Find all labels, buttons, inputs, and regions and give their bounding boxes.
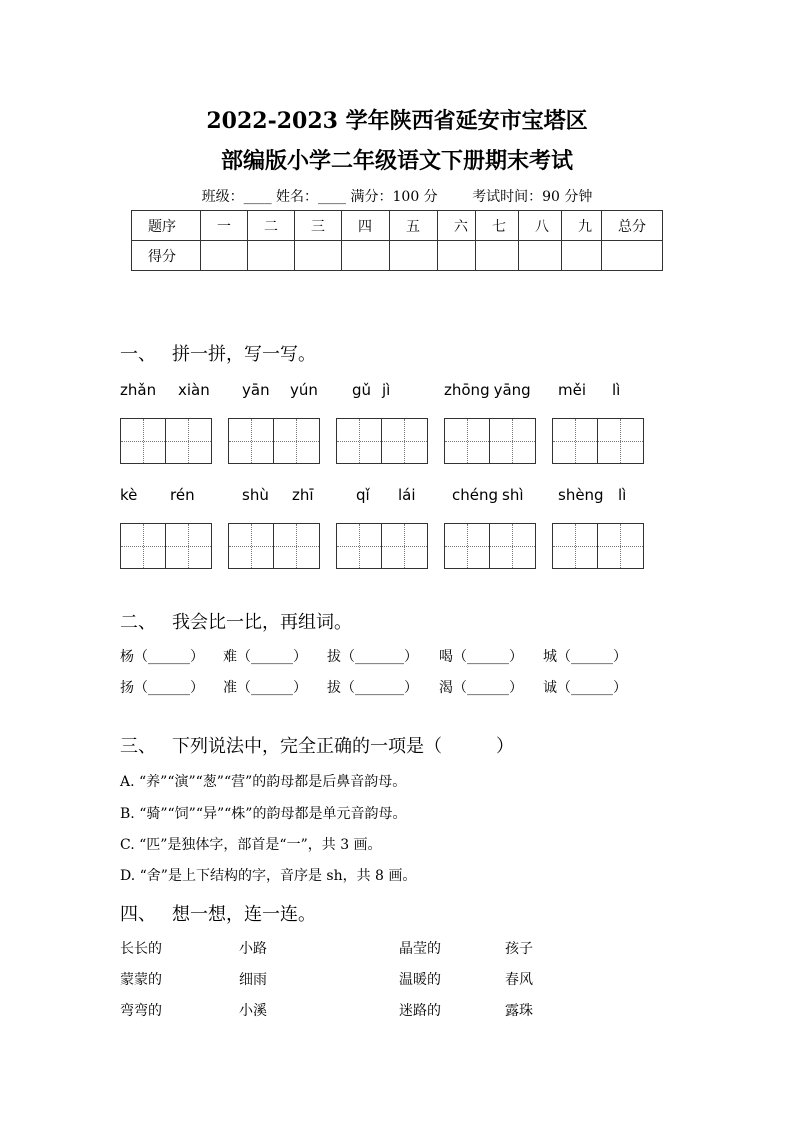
section-text: 我会比一比，再组词。: [172, 612, 352, 633]
pinyin-syllable: gǔ: [352, 381, 372, 399]
writing-grid[interactable]: [228, 418, 320, 464]
word-group-2[interactable]: 难（______）: [223, 649, 307, 665]
table-cell: 三: [295, 211, 342, 241]
word-group-1[interactable]: 杨（______）: [120, 649, 204, 665]
score-input-cell[interactable]: [295, 241, 342, 271]
writing-cell[interactable]: [598, 419, 643, 463]
match-word[interactable]: 晶莹的: [399, 941, 441, 957]
table-cell: 二: [248, 211, 295, 241]
writing-cell[interactable]: [337, 419, 382, 463]
pinyin-syllable: shèng: [558, 486, 604, 504]
match-word[interactable]: 迷路的: [399, 1003, 441, 1019]
guide-line: [143, 419, 144, 463]
word-group-4[interactable]: 喝（______）: [439, 649, 523, 665]
pinyin-pair: [444, 381, 531, 399]
choice-d[interactable]: D. “舍”是上下结构的字，音序是 sh，共 8 画。: [120, 868, 417, 884]
pinyin-syllable: xiàn: [178, 381, 210, 399]
guide-line: [188, 524, 189, 568]
guide-line: [296, 419, 297, 463]
guide-line: [575, 419, 576, 463]
pinyin-syllable: měi: [558, 381, 587, 399]
guide-line: [404, 524, 405, 568]
table-cell: 六: [438, 211, 476, 241]
match-word[interactable]: 长长的: [120, 941, 162, 957]
section-text: 想一想，连一连。: [172, 904, 316, 925]
title-line-2: 部编版小学二年级语文下册期末考试: [220, 148, 573, 174]
guide-line: [512, 524, 513, 568]
writing-cell[interactable]: [337, 524, 382, 568]
writing-grid[interactable]: [444, 523, 536, 569]
section-1-heading: [120, 340, 316, 366]
section-text: 拼一拼，写一写。: [172, 344, 316, 365]
pinyin-syllable: jì: [382, 381, 391, 399]
table-cell: 七: [476, 211, 519, 241]
match-word[interactable]: 弯弯的: [120, 1003, 162, 1019]
writing-cell[interactable]: [553, 419, 598, 463]
table-cell: 八: [519, 211, 562, 241]
pinyin-syllable: zhōng: [444, 381, 490, 399]
pinyin-syllable: yān: [242, 381, 270, 399]
score-input-cell[interactable]: [342, 241, 390, 271]
score-input-cell[interactable]: [519, 241, 562, 271]
writing-grid[interactable]: [552, 418, 644, 464]
guide-line: [404, 419, 405, 463]
score-input-cell[interactable]: [438, 241, 476, 271]
writing-grid[interactable]: [228, 523, 320, 569]
choice-a[interactable]: A. “养”“演”“葱”“营”的韵母都是后鼻音韵母。: [120, 774, 407, 790]
writing-grid[interactable]: [444, 418, 536, 464]
writing-cell[interactable]: [382, 419, 427, 463]
exam-info: [0, 186, 794, 206]
guide-line: [359, 419, 360, 463]
writing-cell[interactable]: [445, 524, 490, 568]
score-table: [131, 210, 663, 271]
writing-grid[interactable]: [120, 523, 212, 569]
table-cell: 题序: [132, 211, 201, 241]
writing-cell[interactable]: [229, 524, 274, 568]
exam-time: 考试时间：90 分钟: [472, 189, 593, 205]
writing-grid[interactable]: [120, 418, 212, 464]
pinyin-pair: [452, 486, 524, 504]
section-number: 四、: [120, 904, 156, 925]
choice-b[interactable]: B. “骑”“饲”“异”“株”的韵母都是单元音韵母。: [120, 806, 407, 822]
writing-grid[interactable]: [552, 523, 644, 569]
section-number: 一、: [120, 344, 156, 365]
guide-line: [467, 419, 468, 463]
pinyin-syllable: zhǎn: [120, 381, 157, 399]
guide-line: [251, 524, 252, 568]
guide-line: [296, 524, 297, 568]
section-4-heading: [120, 900, 316, 926]
score-table-header-row: [132, 211, 663, 241]
writing-cell[interactable]: [166, 419, 211, 463]
score-input-cell[interactable]: [248, 241, 295, 271]
writing-grid[interactable]: [336, 523, 428, 569]
writing-cell[interactable]: [382, 524, 427, 568]
match-word[interactable]: 小溪: [239, 1003, 267, 1019]
section-3-heading: [120, 732, 514, 758]
guide-line: [620, 524, 621, 568]
section-number: 三、: [120, 736, 156, 757]
word-group-10[interactable]: 诚（______）: [543, 680, 627, 696]
score-input-cell[interactable]: [390, 241, 438, 271]
writing-cell[interactable]: [166, 524, 211, 568]
table-cell: 九: [562, 211, 602, 241]
section-text: 下列说法中，完全正确的一项是（ ）: [172, 736, 514, 757]
score-input-cell[interactable]: [201, 241, 248, 271]
pinyin-syllable: shì: [502, 486, 524, 504]
word-group-3[interactable]: 拔（_______）: [327, 649, 418, 665]
writing-cell[interactable]: [490, 524, 535, 568]
writing-cell[interactable]: [445, 419, 490, 463]
pinyin-syllable: shù: [242, 486, 269, 504]
guide-line: [512, 419, 513, 463]
writing-cell[interactable]: [490, 419, 535, 463]
writing-grid[interactable]: [336, 418, 428, 464]
guide-line: [143, 524, 144, 568]
writing-cell[interactable]: [121, 419, 166, 463]
word-group-9[interactable]: 渴（______）: [439, 680, 523, 696]
table-cell: 四: [342, 211, 390, 241]
word-group-6[interactable]: 扬（______）: [120, 680, 204, 696]
pinyin-syllable: zhī: [292, 486, 314, 504]
guide-line: [575, 524, 576, 568]
word-group-5[interactable]: 城（______）: [543, 649, 627, 665]
match-word[interactable]: 露珠: [505, 1003, 533, 1019]
word-group-8[interactable]: 拔（_______）: [327, 680, 418, 696]
table-cell: 得分: [132, 241, 201, 271]
name-field: 姓名：____: [276, 189, 347, 205]
match-word[interactable]: 孩子: [505, 941, 533, 957]
writing-cell[interactable]: [274, 419, 319, 463]
pinyin-syllable: kè: [120, 486, 138, 504]
pinyin-syllable: yāng: [493, 381, 531, 399]
guide-line: [620, 419, 621, 463]
writing-cell[interactable]: [274, 524, 319, 568]
guide-line: [188, 419, 189, 463]
full-score: 满分：100 分: [350, 189, 438, 205]
section-2-heading: [120, 608, 352, 634]
choice-c[interactable]: C. “匹”是独体字，部首是“一”，共 3 画。: [120, 837, 382, 853]
guide-line: [467, 524, 468, 568]
guide-line: [251, 419, 252, 463]
match-word[interactable]: 温暖的: [399, 972, 441, 988]
score-table-score-row: [132, 241, 663, 271]
table-cell: 五: [390, 211, 438, 241]
pinyin-syllable: yún: [290, 381, 318, 399]
score-input-cell[interactable]: [476, 241, 519, 271]
match-word[interactable]: 小路: [239, 941, 267, 957]
writing-cell[interactable]: [553, 524, 598, 568]
class-field: 班级：____: [201, 189, 272, 205]
match-word[interactable]: 春风: [505, 972, 533, 988]
pinyin-syllable: qǐ: [356, 486, 370, 504]
guide-line: [359, 524, 360, 568]
title-line-1: 2022-2023 学年陕西省延安市宝塔区: [206, 108, 588, 134]
word-group-7[interactable]: 准（______）: [223, 680, 307, 696]
pinyin-syllable: lái: [398, 486, 416, 504]
pinyin-syllable: lì: [618, 486, 627, 504]
score-input-cell[interactable]: [562, 241, 602, 271]
writing-cell[interactable]: [121, 524, 166, 568]
writing-cell[interactable]: [229, 419, 274, 463]
match-word[interactable]: 蒙蒙的: [120, 972, 162, 988]
pinyin-syllable: lì: [612, 381, 621, 399]
pinyin-syllable: rén: [170, 486, 195, 504]
pinyin-syllable: chéng: [452, 486, 499, 504]
match-word[interactable]: 细雨: [239, 972, 267, 988]
writing-cell[interactable]: [598, 524, 643, 568]
table-cell: 总分: [602, 211, 663, 241]
section-number: 二、: [120, 612, 156, 633]
score-input-cell[interactable]: [602, 241, 663, 271]
table-cell: 一: [201, 211, 248, 241]
